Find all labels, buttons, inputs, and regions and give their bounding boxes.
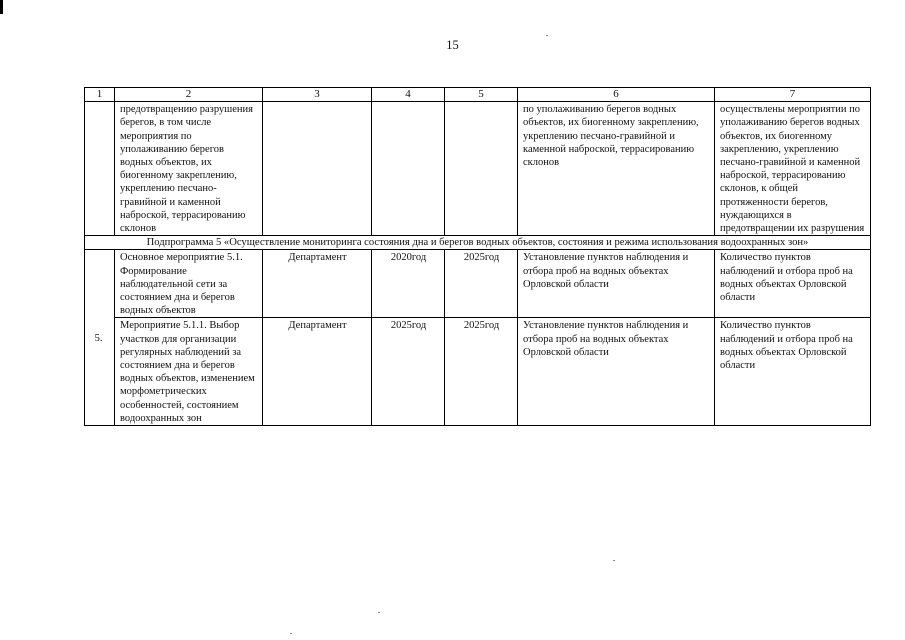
cell-number: [85, 102, 115, 236]
header-col-7: 7: [715, 88, 871, 102]
cell-executor: [263, 102, 372, 236]
scan-speck: [613, 560, 615, 561]
header-col-3: 3: [263, 88, 372, 102]
cell-end-year: 2025год: [445, 318, 518, 426]
cell-indicator: Количество пунктов наблюдений и отбора проб на водных объектах Орловской области: [715, 318, 871, 426]
cell-executor: Департамент: [263, 318, 372, 426]
cell-expected-result: по уполаживанию берегов водных объектов, их биогенному закреплению, укреплению песчано-гравийной и каменной наброской, террасированию склонов: [518, 102, 715, 236]
cell-measure-name: Мероприятие 5.1.1. Выбор участков для организации регулярных наблюдений за состоянием дна и берегов водных объектов, изменением морфометрических особенностей, состоянием водоохранных зон: [115, 318, 263, 426]
header-col-6: 6: [518, 88, 715, 102]
table-header-row: [85, 88, 871, 102]
cell-measure-name: Основное мероприятие 5.1. Формирование наблюдательной сети за состоянием дна и берегов водных объектов: [115, 250, 263, 318]
cell-start-year: [372, 102, 445, 236]
subprogram-row: [85, 236, 871, 250]
scan-speck: [378, 612, 380, 613]
cell-indicator: Количество пунктов наблюдений и отбора проб на водных объектах Орловской области: [715, 250, 871, 318]
cell-end-year: 2025год: [445, 250, 518, 318]
cell-end-year: [445, 102, 518, 236]
subprogram-title: Подпрограмма 5 «Осуществление мониторинга состояния дна и берегов водных объектов, состояния и режима использования водоохранных зон»: [85, 236, 871, 250]
header-col-2: 2: [115, 88, 263, 102]
scan-speck: [546, 35, 548, 36]
cell-section-number: 5.: [85, 250, 115, 426]
cell-expected-result: Установление пунктов наблюдения и отбора проб на водных объектах Орловской области: [518, 318, 715, 426]
table-row-continued: [85, 102, 871, 236]
cell-start-year: 2025год: [372, 318, 445, 426]
scan-speck: [290, 633, 292, 634]
page-number: 15: [446, 38, 459, 52]
cell-expected-result: Установление пунктов наблюдения и отбора проб на водных объектах Орловской области: [518, 250, 715, 318]
table-row: [85, 250, 871, 318]
table-row: [85, 318, 871, 426]
header-col-4: 4: [372, 88, 445, 102]
page-edge-mark: [0, 0, 3, 14]
cell-executor: Департамент: [263, 250, 372, 318]
measures-table: [84, 87, 871, 426]
cell-measure-name: предотвращению разрушения берегов, в том числе мероприятия по уполаживанию берегов водных объектов, их биогенному закреплению, укреплению песчано-гравийной и каменной наброской, террасированию склонов: [115, 102, 263, 236]
header-col-1: 1: [85, 88, 115, 102]
cell-indicator: осуществлены мероприятии по уполаживанию берегов водных объектов, их биогенному закреплению, укреплению песчано-гравийной и каменной наброской, террасированию склонов, к общей протяженности берегов, нуждающихся в предотвращении их разрушения: [715, 102, 871, 236]
cell-start-year: 2020год: [372, 250, 445, 318]
header-col-5: 5: [445, 88, 518, 102]
